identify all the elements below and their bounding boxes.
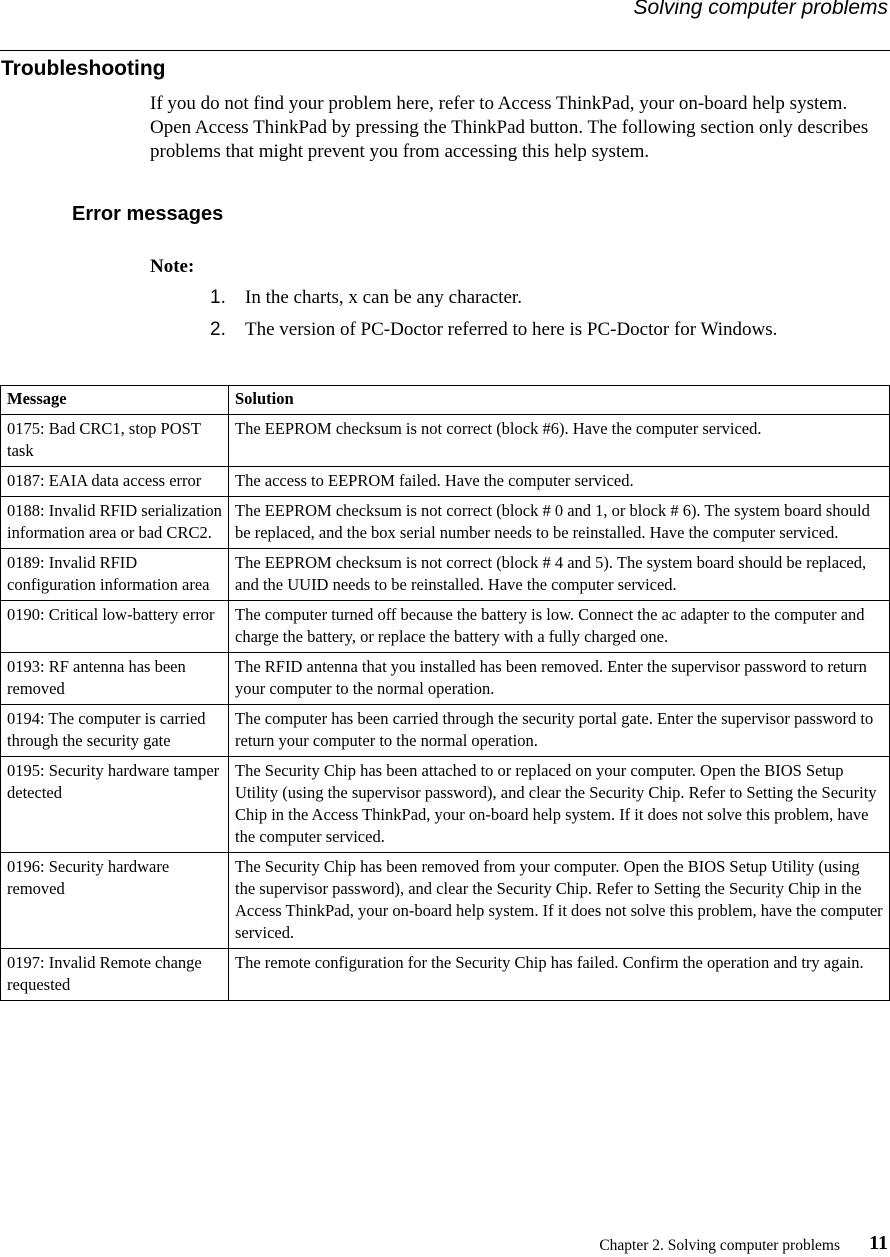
page-footer: Chapter 2. Solving computer problems [599,1237,840,1254]
table-row [1,497,890,549]
header-solution: Solution [229,386,890,415]
message-cell: 0197: Invalid Remote change requested [1,949,229,1001]
message-cell: 0196: Security hardware removed [1,853,229,949]
message-cell: 0190: Critical low-battery error [1,601,229,653]
solution-cell: The access to EEPROM failed. Have the computer serviced. [229,467,890,497]
note-label: Note: [150,256,195,277]
message-cell: 0188: Invalid RFID serialization information area or bad CRC2. [1,497,229,549]
message-cell: 0187: EAIA data access error [1,467,229,497]
message-cell: 0189: Invalid RFID configuration information area [1,549,229,601]
solution-cell: The RFID antenna that you installed has been removed. Enter the supervisor password to return your computer to the normal operation. [229,653,890,705]
table-row [1,757,890,853]
note-item-text: The version of PC-Doctor referred to here is PC-Doctor for Windows. [245,319,778,340]
table-row [1,415,890,467]
note-item-text: In the charts, x can be any character. [245,287,522,308]
message-cell: 0193: RF antenna has been removed [1,653,229,705]
table-row [1,653,890,705]
message-cell: 0194: The computer is carried through the security gate [1,705,229,757]
section-title: Troubleshooting [1,57,166,80]
message-cell: 0195: Security hardware tamper detected [1,757,229,853]
error-messages-table [0,385,890,1001]
solution-cell: The remote configuration for the Security Chip has failed. Confirm the operation and try again. [229,949,890,1001]
table-row [1,601,890,653]
table-row [1,705,890,757]
table-row [1,949,890,1001]
page-number: 11 [869,1232,888,1254]
table-header-row [1,386,890,415]
solution-cell: The Security Chip has been attached to or replaced on your computer. Open the BIOS Setup Utility (using the supervisor password), and clear the Security Chip. Refer to Setting the Security Chip in the Access ThinkPad, your on-board help system. If it does not solve this problem, have the computer serviced. [229,757,890,853]
header-rule [0,50,890,51]
message-cell: 0175: Bad CRC1, stop POST task [1,415,229,467]
header-message: Message [1,386,229,415]
table-row [1,467,890,497]
note-item-number: 2. [210,319,226,340]
solution-cell: The Security Chip has been removed from your computer. Open the BIOS Setup Utility (using the supervisor password), and clear the Security Chip. Refer to Setting the Security Chip in the Access ThinkPad, your on-board help system. If it does not solve this problem, have the computer serviced. [229,853,890,949]
solution-cell: The EEPROM checksum is not correct (block #6). Have the computer serviced. [229,415,890,467]
intro-paragraph: If you do not find your problem here, refer to Access ThinkPad, your on-board help system. Open Access ThinkPad by pressing the ThinkPad button. The following section only describes problems that might prevent you from accessing this help system. [150,93,869,162]
table-row [1,549,890,601]
solution-cell: The EEPROM checksum is not correct (block # 4 and 5). The system board should be replaced, and the UUID needs to be reinstalled. Have the computer serviced. [229,549,890,601]
table-row [1,853,890,949]
note-item-number: 1. [210,287,226,308]
solution-cell: The EEPROM checksum is not correct (block # 0 and 1, or block # 6). The system board should be replaced, and the box serial number needs to be reinstalled. Have the computer serviced. [229,497,890,549]
solution-cell: The computer turned off because the battery is low. Connect the ac adapter to the computer and charge the battery, or replace the battery with a fully charged one. [229,601,890,653]
solution-cell: The computer has been carried through the security portal gate. Enter the supervisor password to return your computer to the normal operation. [229,705,890,757]
error-messages-heading: Error messages [72,203,224,225]
running-header: Solving computer problems [633,0,888,19]
